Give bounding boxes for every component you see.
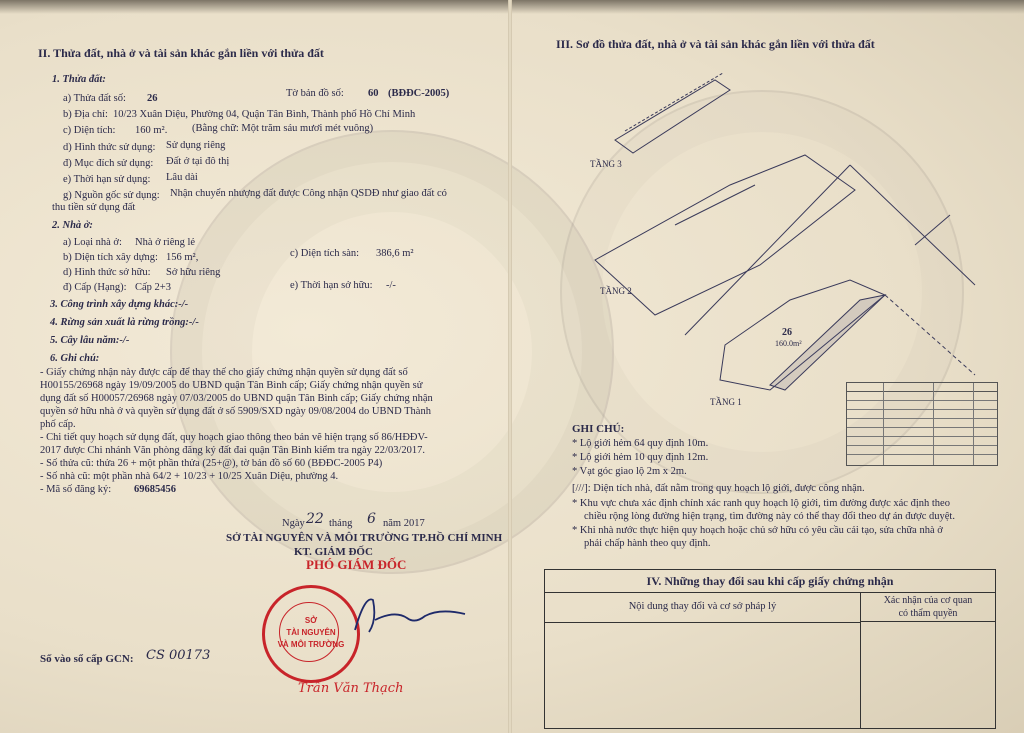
heading-4: 4. Rừng sản xuất là rừng trồng:-/- [50, 317, 199, 328]
gcn-label: Số vào sổ cấp GCN: [40, 653, 134, 665]
plan-notes-heading: GHI CHÚ: [572, 423, 625, 435]
grade-label: đ) Cấp (Hạng): [63, 282, 127, 293]
month-label: tháng [329, 518, 353, 529]
seal-text: SỞ [304, 616, 318, 625]
purpose-value: Đất ở tại đô thị [166, 156, 230, 167]
use-form-value: Sử dụng riêng [166, 140, 226, 151]
top-shadow [0, 0, 1024, 14]
plan-note: * Khi nhà nước thực hiện quy hoạch hoặc chủ sở hữu có yêu cầu cải tạo, sửa chữa nhà ở [572, 525, 943, 536]
land-heading: 1. Thửa đất: [52, 74, 106, 85]
seal-text: VÀ MÔI TRƯỜNG [277, 640, 345, 649]
changes-col-confirm-line1: Xác nhận của cơ quan [883, 595, 973, 606]
parcel-mark: 26 [782, 327, 792, 338]
coordinate-table-row [847, 437, 997, 446]
origin-line2: thu tiền sử dụng đất [52, 202, 136, 213]
plan-note: * Lộ giới hẻm 64 quy định 10m. [572, 438, 709, 449]
coordinate-table-row [847, 410, 997, 419]
heading-3: 3. Công trình xây dựng khác:-/- [50, 299, 189, 310]
site-plan-diagram [555, 45, 985, 395]
note-line: phố cấp. [40, 419, 76, 430]
build-area-label: b) Diện tích xây dựng: [63, 252, 158, 263]
plan-note: * Vạt góc giao lộ 2m x 2m. [572, 466, 687, 477]
plan-note: * Lộ giới hẻm 10 quy định 12m. [572, 452, 709, 463]
date-month: 6 [367, 511, 376, 527]
changes-col-confirm-line2: có thẩm quyền [898, 608, 958, 619]
house-heading: 2. Nhà ở: [52, 220, 93, 231]
map-sheet-label: Tờ bản đồ số: [286, 88, 344, 99]
coordinate-table-divider [973, 383, 974, 465]
year-label: năm 2017 [383, 518, 425, 529]
term-value: Lâu dài [166, 172, 198, 183]
plan-note: [///]: Diện tích nhà, đất nằm trong quy hoạch lộ giới, được công nhận. [572, 483, 865, 494]
coordinate-table-header [847, 383, 997, 392]
parcel-no: 26 [147, 93, 158, 104]
changes-table [544, 569, 996, 729]
changes-table-title: IV. Những thay đổi sau khi cấp giấy chứng nhận [545, 570, 995, 593]
note-line: 2017 được Chi nhánh Văn phòng đăng ký đất đai quận Tân Bình kiểm tra ngày 22/03/2017. [40, 445, 426, 456]
coordinate-table-row [847, 446, 997, 455]
floor-area-label: c) Diện tích sàn: [290, 248, 360, 259]
term-label: e) Thời hạn sử dụng: [63, 174, 151, 185]
changes-table-divider [860, 622, 861, 728]
changes-col-content: Nội dung thay đổi và cơ sở pháp lý [545, 592, 861, 623]
signer-name: Trần Văn Thạch [298, 681, 404, 696]
coordinate-table-row [847, 401, 997, 410]
own-term-value: -/- [386, 280, 396, 291]
date-day: 22 [306, 511, 324, 527]
note-line: - Giấy chứng nhận này được cấp để thay thế cho giấy chứng nhận quyền sử dụng đất số [40, 367, 408, 378]
coordinate-table-divider [883, 383, 884, 465]
coordinate-table-divider [933, 383, 934, 465]
purpose-label: đ) Mục đích sử dụng: [63, 158, 154, 169]
deputy-director-stamp: PHÓ GIÁM ĐỐC [306, 557, 407, 572]
house-type-label: a) Loại nhà ở: [63, 237, 122, 248]
gcn-number: CS 00173 [146, 648, 211, 663]
address-value: 10/23 Xuân Diệu, Phường 04, Quận Tân Bình, Thành phố Hồ Chí Minh [113, 109, 416, 120]
seal-text: TÀI NGUYÊN [286, 628, 336, 637]
grade-value: Cấp 2+3 [135, 282, 171, 293]
reg-code: 69685456 [134, 484, 176, 495]
plan-note: chiều rộng lòng đường hiện trạng, tìm đường này có thể thay đổi theo dự án được duyệt. [584, 511, 955, 522]
note-line: - Số thửa cũ: thửa 26 + một phần thửa (25+@), tờ bản đồ số 60 (BĐĐC-2005 P4) [40, 458, 383, 469]
own-term-label: e) Thời hạn sở hữu: [290, 280, 373, 291]
note-line: - Số nhà cũ: một phần nhà 64/2 + 10/23 + 10/25 Xuân Diệu, phường 4. [40, 471, 339, 482]
floor1-label: TẦNG 1 [710, 397, 742, 407]
coordinate-table [846, 382, 998, 466]
parcel-label: a) Thửa đất số: [63, 93, 126, 104]
section2-title: II. Thửa đất, nhà ở và tài sản khác gắn liền với thửa đất [38, 46, 324, 60]
note-line: - Mã số đăng ký: [40, 484, 112, 495]
heading-5: 5. Cây lâu năm:-/- [50, 335, 130, 346]
coordinate-table-row [847, 392, 997, 401]
changes-col-confirm [861, 592, 995, 622]
address-label: b) Địa chỉ: [63, 109, 108, 120]
note-line: - Chi tiết quy hoạch sử dụng đất, quy hoạch giao thông theo bản vẽ hiện trạng số 86/HĐĐV- [40, 432, 428, 443]
origin-line1: Nhận chuyển nhượng đất được Công nhận QSDĐ như giao đất có [170, 188, 447, 199]
use-form-label: d) Hình thức sử dụng: [63, 142, 156, 153]
coordinate-table-row [847, 428, 997, 437]
parcel-area-mark: 160.0m² [775, 339, 802, 348]
date-prefix: Ngày [282, 518, 305, 529]
origin-label: g) Nguồn gốc sử dụng: [63, 190, 160, 201]
area-label: c) Diện tích: [63, 125, 116, 136]
section3-title: III. Sơ đồ thửa đất, nhà ở và tài sản khác gắn liền với thửa đất [556, 37, 875, 51]
agency-name: SỞ TÀI NGUYÊN VÀ MÔI TRƯỜNG TP.HỒ CHÍ MINH [226, 532, 503, 544]
plan-note: phải chấp hành theo quy định. [584, 538, 711, 549]
note-line: H00155/26968 ngày 19/09/2005 do UBND quận Tân Bình cấp; Giấy chứng nhận quyền sử [40, 380, 423, 391]
coordinate-table-row [847, 419, 997, 428]
heading-6: 6. Ghi chú: [50, 353, 100, 364]
note-line: dụng đất số H00057/26968 ngày 07/03/2005 do UBND quận Tân Bình cấp; Giấy chứng nhận [40, 393, 433, 404]
build-area-value: 156 m², [166, 252, 199, 263]
ownership-value: Sở hữu riêng [166, 267, 221, 278]
note-line: quyền sở hữu nhà ở và quyền sử dụng đất ở số 5909/SXD ngày 09/08/2004 do UBND Thành [40, 406, 431, 417]
area-value: 160 m². [135, 125, 168, 136]
ownership-label: d) Hình thức sở hữu: [63, 267, 151, 278]
kt-director: KT. GIÁM ĐỐC [294, 546, 373, 558]
handwritten-signature [345, 590, 485, 640]
floor2-label: TẦNG 2 [600, 286, 632, 296]
page-fold [508, 0, 512, 733]
area-words: (Bằng chữ: Một trăm sáu mươi mét vuông) [192, 123, 374, 134]
floor-area-value: 386,6 m² [376, 248, 414, 259]
map-sheet-no: 60 [368, 88, 379, 99]
house-type-value: Nhà ở riêng lẻ [135, 237, 196, 248]
plan-note: * Khu vực chưa xác định chính xác ranh quy hoạch lộ giới, tìm đường được xác định theo [572, 498, 950, 509]
map-sheet-ref: (BĐĐC-2005) [388, 88, 450, 99]
floor3-label: TẦNG 3 [590, 159, 622, 169]
